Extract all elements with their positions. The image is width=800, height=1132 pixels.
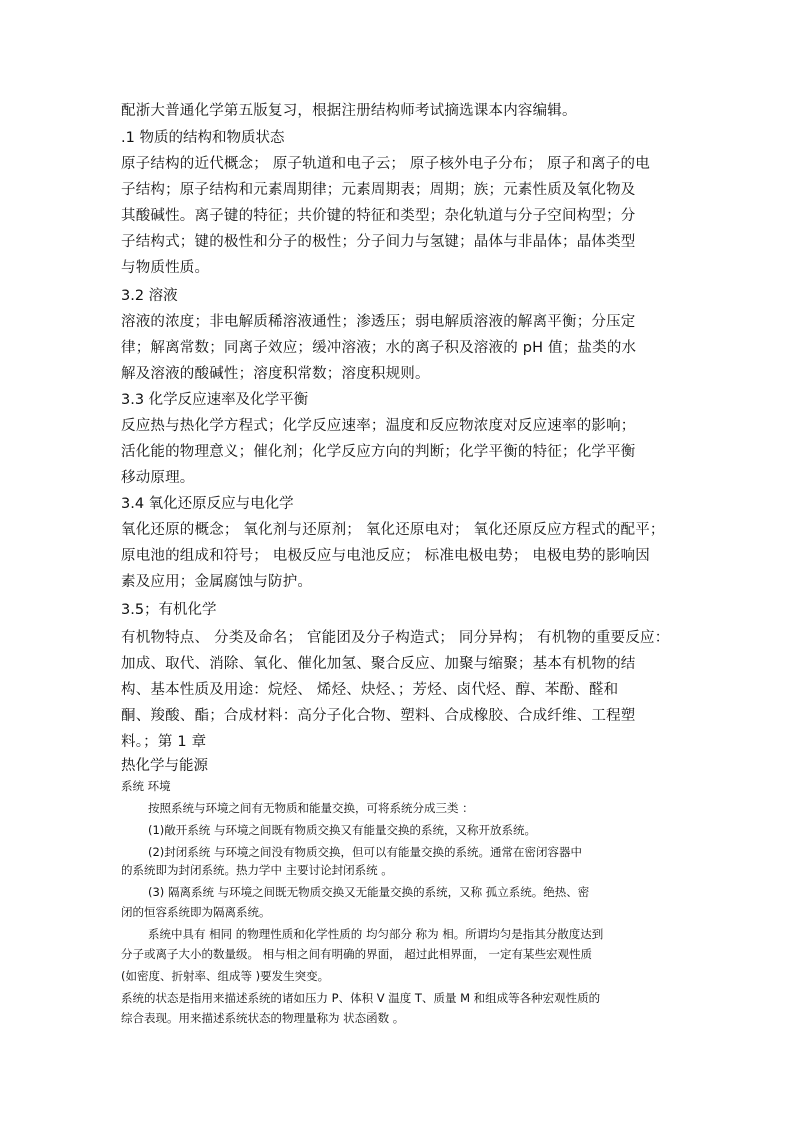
section-heading: 3.5；有机化学	[121, 602, 217, 618]
paragraph-line: 素及应用；金属腐蚀与防护。	[121, 574, 313, 590]
body-line: 的系统即为封闭系统。热力学中 主要讨论封闭系统 。	[121, 863, 393, 877]
body-line: (如密度、折射率、组成等 )要发生突变。	[121, 969, 330, 983]
paragraph-line: 氧化还原的概念； 氧化剂与还原剂； 氧化还原电对； 氧化还原反应方程式的配平；	[121, 522, 665, 538]
paragraph-line: 子结构；原子结构和元素周期律；元素周期表；周期；族；元素性质及氧化物及	[121, 182, 636, 198]
paragraph-line: 其酸碱性。离子键的特征；共价键的特征和类型；杂化轨道与分子空间构型；分	[121, 208, 636, 224]
body-line: (2)封闭系统 与环境之间没有物质交换，但可以有能量交换的系统。通常在密闭容器中	[148, 845, 582, 859]
paragraph-line: 律；解离常数；同离子效应；缓冲溶液；水的离子积及溶液的 pH 值；盐类的水	[121, 340, 637, 356]
body-line: 系统中具有 相同 的物理性质和化学性质的 均匀部分 称为 相。所谓均匀是指其分散度达到	[148, 927, 604, 941]
paragraph-line: 反应热与热化学方程式；化学反应速率；温度和反应物浓度对反应速率的影响；	[121, 418, 636, 434]
chapter-title: 热化学与能源	[121, 758, 208, 774]
paragraph-line: 构、基本性质及用途：烷烃、 烯烃、炔烃、；芳烃、卤代烃、醇、苯酚、醛和	[121, 682, 619, 698]
section-heading: .1 物质的结构和物质状态	[121, 130, 285, 146]
paragraph-line: 酮、羧酸、酯；合成材料：高分子化合物、塑料、合成橡胶、合成纤维、工程塑	[121, 708, 636, 724]
paragraph-line: 溶液的浓度；非电解质稀溶液通性；渗透压；弱电解质溶液的解离平衡；分压定	[121, 314, 636, 330]
paragraph-line: 原电池的组成和符号； 电极反应与电池反应； 标准电极电势； 电极电势的影响因	[121, 548, 650, 564]
paragraph-line: 原子结构的近代概念； 原子轨道和电子云； 原子核外电子分布； 原子和离子的电	[121, 156, 650, 172]
paragraph-line: 移动原理。	[121, 470, 195, 486]
section-heading: 3.2 溶液	[121, 288, 178, 304]
paragraph-line: 加成、取代、消除、氧化、催化加氢、聚合反应、加聚与缩聚；基本有机物的结	[121, 656, 636, 672]
section-heading: 3.3 化学反应速率及化学平衡	[121, 392, 309, 408]
subheading: 系统 环境	[121, 779, 171, 793]
body-line: 按照系统与环境之间有无物质和能量交换，可将系统分成三类 ：	[148, 801, 474, 815]
body-line: (3) 隔离系统 与环境之间既无物质交换又无能量交换的系统，又称 孤立系统。绝热、密	[148, 885, 590, 899]
body-line: (1)敞开系统 与环境之间既有物质交换又有能量交换的系统，又称开放系统。	[148, 823, 536, 837]
body-line: 分子或离子大小的数量级。 相与相之间有明确的界面， 超过此相界面， 一定有某些宏观性质	[121, 947, 592, 961]
body-line: 综合表现。用来描述系统状态的物理量称为 状态函数 。	[121, 1011, 405, 1025]
body-line: 系统的状态是指用来描述系统的诸如压力 P、体积 V 温度 T、质量 M 和组成等各种宏观性质的	[121, 991, 601, 1005]
paragraph-line: 与物质性质。	[121, 260, 210, 276]
paragraph-line: 解及溶液的酸碱性；溶度积常数；溶度积规则。	[121, 366, 430, 382]
body-line: 闭的恒容系统即为隔离系统。	[121, 905, 271, 919]
section-heading: 3.4 氧化还原反应与电化学	[121, 496, 294, 512]
paragraph-line: 料。；第 1 章	[121, 734, 207, 750]
paragraph-line: 有机物特点、 分类及命名； 官能团及分子构造式； 同分异构； 有机物的重要反应：	[121, 630, 670, 646]
intro-text: 配浙大普通化学第五版复习，根据注册结构师考试摘选课本内容编辑。	[121, 103, 577, 119]
paragraph-line: 活化能的物理意义；催化剂；化学反应方向的判断；化学平衡的特征；化学平衡	[121, 444, 636, 460]
paragraph-line: 子结构式；键的极性和分子的极性；分子间力与氢键；晶体与非晶体；晶体类型	[121, 234, 636, 250]
